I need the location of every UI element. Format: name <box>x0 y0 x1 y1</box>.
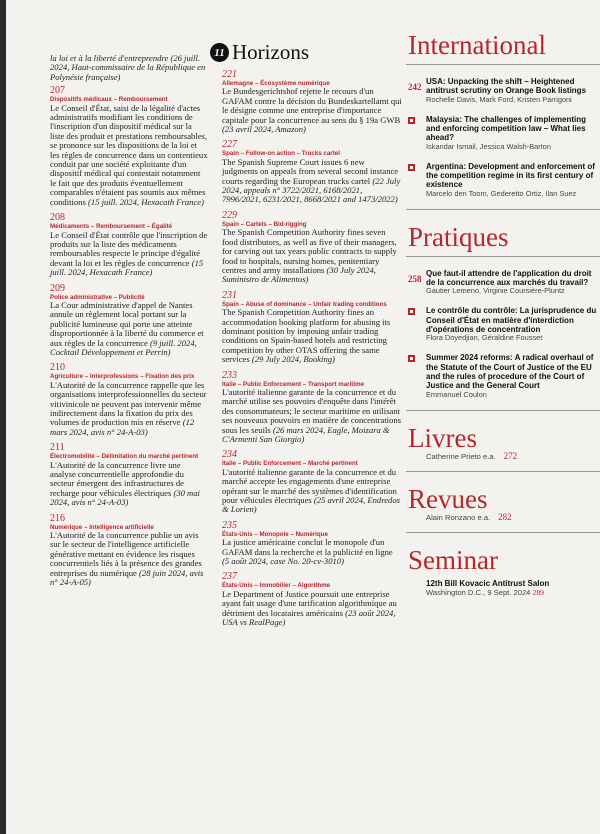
entry-citation: (23 août 2024, USA vs RealPage) <box>222 607 396 628</box>
entry-text: L'Autorité de la concurrence rappelle que les organisations interprofessionnelles du secteur vitivinicole ne peuvent pas intervenir même indirectement dans la fixation du prix des volumes de production mis en réserve <box>50 379 207 428</box>
entry-number: 227 <box>222 139 237 151</box>
section-title-revues: Revues <box>408 483 488 514</box>
section-header-horizons <box>210 40 402 65</box>
entry-number: 216 <box>50 512 65 524</box>
entry-citation: (30 July 2024, Suministro de Alimentos) <box>222 264 376 285</box>
toc-item-malaysia[interactable] <box>406 115 600 152</box>
entry-number: 234 <box>222 449 237 461</box>
entry-number: 211 <box>50 442 65 454</box>
entry-rubric: Spain – Abuse of dominance – Unfair trading conditions <box>222 300 387 308</box>
toc-item-revues[interactable] <box>406 512 600 522</box>
entry-citation: (23 avril 2024, Amazon) <box>222 124 306 135</box>
article-title: Le contrôle du contrôle: La jurisprudence du Conseil d'État en matière d'interdiction d'opérations de concentration <box>426 306 597 335</box>
entry-text: La Cour administrative d'appel de Nantes annule un règlement local portant sur la publicité lumineuse qui porte une atteinte disproportionnée à la liberté du commerce et aux règles de la concurrence <box>50 299 204 348</box>
section-title-pratiques: Pratiques <box>408 221 509 252</box>
toc-item-argentina[interactable] <box>406 162 600 199</box>
entry-rubric: Allemagne – Écosystème numérique <box>222 80 330 87</box>
entry-citation: (5 août 2024, case No. 20-cv-3010) <box>222 556 344 567</box>
entry-citation: (15 juill. 2024, Hexacath France) <box>87 196 204 207</box>
entry-234 <box>222 449 402 514</box>
entry-text: L'autorité italienne garante de la concurrence et du marché utilise ses pouvoirs d'enquête dans l'intérêt des consommateurs; le secteur maritime en utilisant ses nouveaux pouvoirs en matière de concentrations sous les seuils <box>222 386 401 435</box>
entry-text: L'Autorité de la concurrence livre une analyse concurrentielle approfondie du secteur émergent des infrastructures de recharge pour véhicules électriques <box>50 459 184 498</box>
entry-rubric: Spain – Follow-on action – Trucks cartel <box>222 150 340 158</box>
entry-235 <box>222 520 402 567</box>
toc-item-livres[interactable] <box>406 451 600 461</box>
entry-citation: (26 mars 2024, Eagle, Moizara & C'Armenti San Giorgio) <box>222 424 390 444</box>
section-title-seminar: Seminar <box>408 544 498 575</box>
entry-text: The Spanish Supreme Court issues 6 new judgments on appeals from several second instance courts regarding the European trucks cartel <box>222 156 399 186</box>
entry-text: L'autorité italienne garante de la concurrence et du marché accepte les engagements d'une entreprise opérant sur le marché des systèmes d'identification pour véhicules électriques <box>222 466 397 506</box>
entry-237 <box>222 571 402 627</box>
entry-citation: (12 mars 2024, avis n° 24-A-03) <box>50 417 195 437</box>
article-title: USA: Unpacking the shift – Heightened antitrust scrutiny on Orange Book listings <box>426 77 587 96</box>
toc-item-droit[interactable] <box>406 269 600 297</box>
entry-221 <box>222 69 402 134</box>
article-authors: Rochelle Davis, Mark Ford, Kristen Parrigoni <box>426 94 572 104</box>
page-number: 272 <box>503 450 518 461</box>
column-middle <box>214 0 402 633</box>
entry-rubric: Agriculture – Interprofessions – Fixation des prix <box>50 373 195 381</box>
entry-rubric: Italie – Public Enforcement – Transport maritime <box>222 380 365 388</box>
section-title-livres: Livres <box>408 422 477 453</box>
article-title: Que faut-il attendre de l'application du droit de la concurrence aux marchés du travail? <box>426 268 592 288</box>
entry-227 <box>222 139 402 204</box>
seminar-title[interactable]: 12th Bill Kovacic Antitrust Salon <box>426 578 550 588</box>
entry-233 <box>222 370 402 445</box>
toc-item-seminar <box>406 588 600 597</box>
entry-number: 231 <box>222 289 237 301</box>
entry-rubric: Italie – Public Enforcement – Marché pertinent <box>222 460 358 468</box>
entry-number: 237 <box>222 571 237 583</box>
divider <box>406 410 600 411</box>
divider <box>406 209 600 210</box>
entry-rubric: États-Unis – Monopole – Numérique <box>222 530 328 538</box>
entry-text: The Spanish Competition Authority fines seven food distributors, as well as five of their managers, for carving out tax years public contracts to supply food to hospitals, nursing homes, penitentiary centres and army installations <box>222 227 397 275</box>
page-number: 258 <box>408 273 422 284</box>
section-number-badge: 11 <box>210 43 229 62</box>
article-authors: Alain Ronzano e.a. <box>426 512 491 522</box>
entry-rubric: Électromobilité – Délimitation du marché pertinent <box>50 453 199 461</box>
entry-216 <box>50 513 208 588</box>
divider <box>406 256 600 257</box>
square-bullet-icon <box>408 355 415 362</box>
page-number: 282 <box>498 511 512 522</box>
entry-210 <box>50 362 208 437</box>
entry-207 <box>50 85 208 207</box>
column-left <box>50 0 208 593</box>
entry-number: 221 <box>222 69 237 80</box>
entry-citation: (30 mai 2024, avis n° 24-A-03) <box>50 487 200 508</box>
square-bullet-icon <box>408 164 415 171</box>
entry-citation: (29 July 2024, Booking) <box>251 354 335 365</box>
entry-text: Le Department of Justice poursuit une entreprise ayant fait usage d'une tarification algorithmique au détriment des locataires américains <box>222 588 397 618</box>
article-title: Malaysia: The challenges of implementing and enforcing competition law – What lies ahead? <box>426 114 587 143</box>
toc-item-usa[interactable] <box>406 77 600 105</box>
entry-number: 208 <box>50 212 65 224</box>
column-right <box>406 0 600 597</box>
page-number: 242 <box>408 82 422 92</box>
entry-text: Le Bundesgerichtshof rejette le recours d'un GAFAM contre la décision du Bundeskartellamt qui le désigne comme une entreprise d'importance capitale pour la concurrence au sens du § 19a GWB <box>222 86 402 125</box>
entry-rubric: Spain – Cartels – Bid-rigging <box>222 220 307 228</box>
page-number: 289 <box>532 587 544 597</box>
entry-rubric: Police administrative – Publicité <box>50 293 145 301</box>
section-title-international: International <box>408 30 546 60</box>
entry-rubric: Numérique – Intelligence artificielle <box>50 523 154 531</box>
square-bullet-icon <box>408 308 415 315</box>
entry-text: L'Autorité de la concurrence publie un avis sur le secteur de l'intelligence artificielle générative mettant en évidence les risques concurrentiels liés à la présence des grandes entreprises du numérique <box>50 530 202 578</box>
article-authors: Emmanuel Coulon <box>426 389 487 399</box>
entry-citation: (9 juill. 2024, Cocktail Développement et Perrin) <box>50 337 197 357</box>
article-authors: Iskandar Ismail, Jessica Walsh-Barton <box>426 141 551 151</box>
entry-229 <box>222 210 402 285</box>
entry-number: 229 <box>222 209 237 221</box>
toc-item-reforms[interactable] <box>406 353 600 399</box>
entry-rubric: États-Unis – Immobilier – Algorithme <box>222 582 331 590</box>
entry-208 <box>50 212 208 277</box>
page <box>6 0 600 834</box>
entry-number: 209 <box>50 282 65 294</box>
continued-text: la loi et à la liberté d'entreprendre (26 juill. 2024, Haut-commissaire de la République en Polynésie française) <box>50 53 206 82</box>
divider <box>406 532 600 533</box>
entry-citation: (15 juill. 2024, Hexacath France) <box>50 257 204 278</box>
seminar-place: Washington D.C., 9 Sept. 2024 <box>426 587 531 597</box>
square-bullet-icon <box>408 117 415 124</box>
entry-209 <box>50 283 208 358</box>
entry-text: Le Conseil d'État contrôle que l'inscription de produits sur la liste des médicaments remboursables respecte le principe d'égalité devant la loi et les règles de concurrence <box>50 229 208 268</box>
entry-231 <box>222 290 402 365</box>
entry-number: 210 <box>50 362 65 374</box>
entry-citation: (25 avril 2024, Endredos & Lorien) <box>222 495 400 515</box>
entry-text: The Spanish Competition Authority fines an accommodation booking platform for abusing its dominant position by imposing unfair trading conditions on Spain-based hotels and restricting competition by other OTAS offering the same services <box>222 307 391 365</box>
entry-number: 233 <box>222 369 237 381</box>
article-authors: Catherine Prieto e.a. <box>426 451 496 461</box>
entry-text: Le Conseil d'État, saisi de la légalité d'actes administratifs modifiant les conditions de l'inscription d'un dispositif médical sur la liste des produit et prestations remboursables, se prononce sur les dispositions de la loi et les règles de concurrence dans un contentieux conduit par une société exploitante d'un dispositif médical qui contestait notamment le fait que des produits éventuellement comparables n'étaient pas soumis aux mêmes conditions <box>50 102 208 207</box>
article-authors: Marcelo den Toom, Gederetto Ortiz, Ilan Suez <box>426 188 577 198</box>
entry-text: La justice américaine conclut le monopole d'un GAFAM dans la recherche et la publicité en ligne <box>222 537 393 557</box>
article-title: Argentina: Development and enforcement of the competition regime in its first century of existence <box>426 161 595 190</box>
entry-citation: (28 juin 2024, avis n° 24-A-05) <box>50 567 204 588</box>
entry-rubric: Médicaments – Remboursement – Égalité <box>50 223 173 231</box>
article-authors: Flora Doyedjian, Géraldine Fousset <box>426 333 543 343</box>
entry-rubric: Dispositifs médicaux – Remboursement <box>50 96 168 104</box>
divider <box>406 64 600 65</box>
section-title: Horizons <box>232 40 309 64</box>
entry-211 <box>50 442 208 507</box>
entry-citation: (22 July 2024, appeals n° 3722/2021, 6168/2021, 7996/2021, 6231/2021, 8668/2021 and 1473/2022) <box>222 175 401 205</box>
article-title: Summer 2024 reforms: A radical overhaul of the Statute of the Court of Justice of the EU and the rules of procedure of the Court of Justice and the General Court <box>426 353 594 391</box>
entry-number: 207 <box>50 85 65 97</box>
toc-item-controle[interactable] <box>406 306 600 343</box>
entry-number: 235 <box>222 519 237 531</box>
divider <box>406 471 600 472</box>
article-authors: Gautier Lemeno, Virginie Coursière-Pluntz <box>426 286 565 296</box>
